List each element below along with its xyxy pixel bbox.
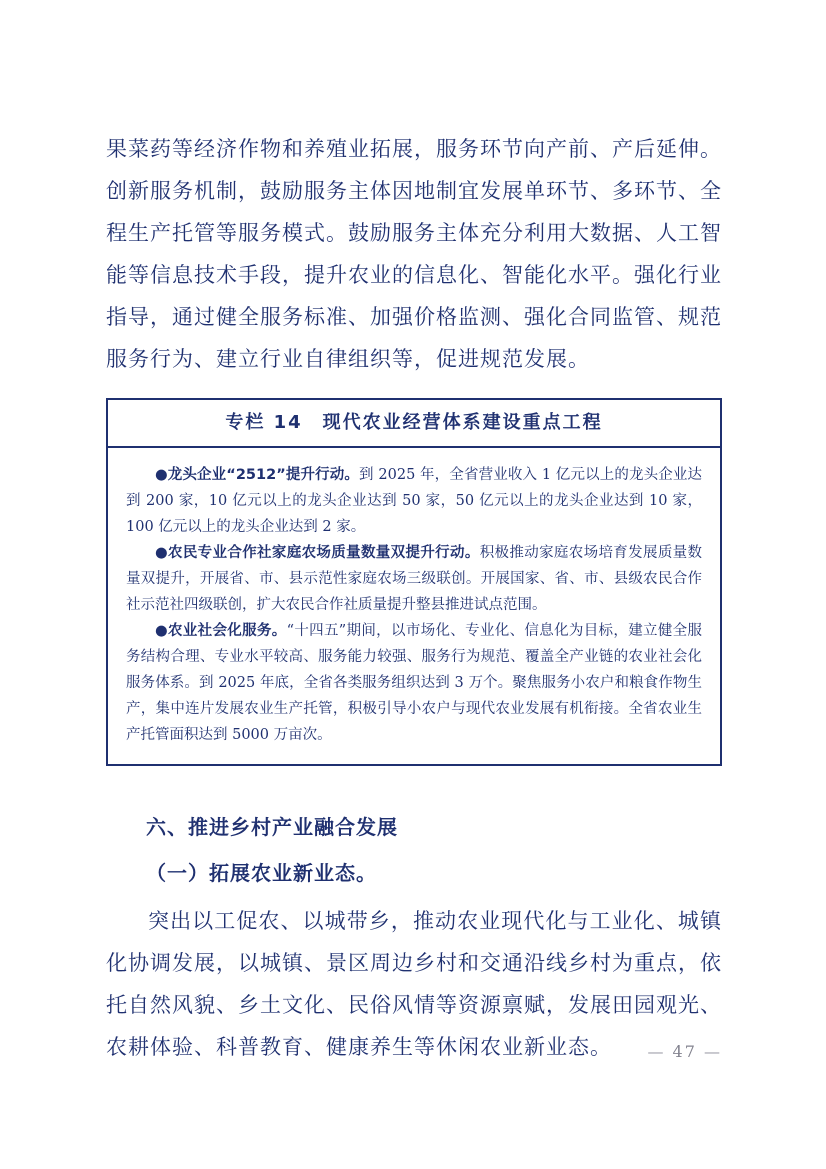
feature-box-item-lead: ●农业社会化服务。 [155,623,287,639]
feature-box-content [108,448,720,764]
feature-box-column-14 [106,398,722,766]
page-number-value: 47 [672,1042,697,1061]
feature-box-item-body: “十四五”期间，以市场化、专业化、信息化为目标，建立健全服务结构合理、专业水平较高、服务能力较强、服务行为规范、覆盖全产业链的农业社会化服务体系。到 2025 年底，全省各类服务组织达到 3 万个。聚焦服务小农户和粮食作物生产，集中连片发展农业生产托管，积极引导小农户与现代农业发展有机衔接。全省农业生产托管面积达到 5000 万亩次。 [126,623,702,743]
feature-box-title: 专栏 14 现代农业经营体系建设重点工程 [108,400,720,448]
body-paragraph-1: 果菜药等经济作物和养殖业拓展，服务环节向产前、产后延伸。创新服务机制，鼓励服务主体因地制宜发展单环节、多环节、全程生产托管等服务模式。鼓励服务主体充分利用大数据、人工智能等信息技术手段，提升农业的信息化、智能化水平。强化行业指导，通过健全服务标准、加强价格监测、强化合同监管、规范服务行为、建立行业自律组织等，促进规范发展。 [106,137,722,371]
feature-box-item-lead: ●农民专业合作社家庭农场质量数量双提升行动。 [155,545,480,561]
body-paragraph-2: 突出以工促农、以城带乡，推动农业现代化与工业化、城镇化协调发展，以城镇、景区周边乡村和交通沿线乡村为重点，依托自然风貌、乡土文化、民俗风情等资源禀赋，发展田园观光、农耕体验、科普教育、健康养生等休闲农业新业态。 [106,909,722,1059]
page-number-left-dash: — [647,1042,666,1061]
subsection-heading: （一）拓展农业新业态。 [146,861,377,885]
section-heading: 六、推进乡村产业融合发展 [146,815,398,839]
feature-box-item-body: 积极推动家庭农场培育发展质量数量双提升，开展省、市、县示范性家庭农场三级联创。开展国家、省、市、县级农民合作社示范社四级联创，扩大农民合作社质量提升整县推进试点范围。 [126,545,703,613]
feature-box-item [126,618,702,748]
feature-box-item-lead: ●龙头企业“2512”提升行动。 [155,467,360,483]
feature-box-item [126,462,702,540]
feature-box-item-body: 到 2025 年，全省营业收入 1 亿元以上的龙头企业达到 200 家，10 亿元以上的龙头企业达到 50 家，50 亿元以上的龙头企业达到 10 家，100 亿元以上的龙头企业达到 2 家。 [126,467,702,535]
feature-box-item [126,540,702,618]
page-number [647,1042,722,1061]
page-number-right-dash: — [704,1042,722,1061]
